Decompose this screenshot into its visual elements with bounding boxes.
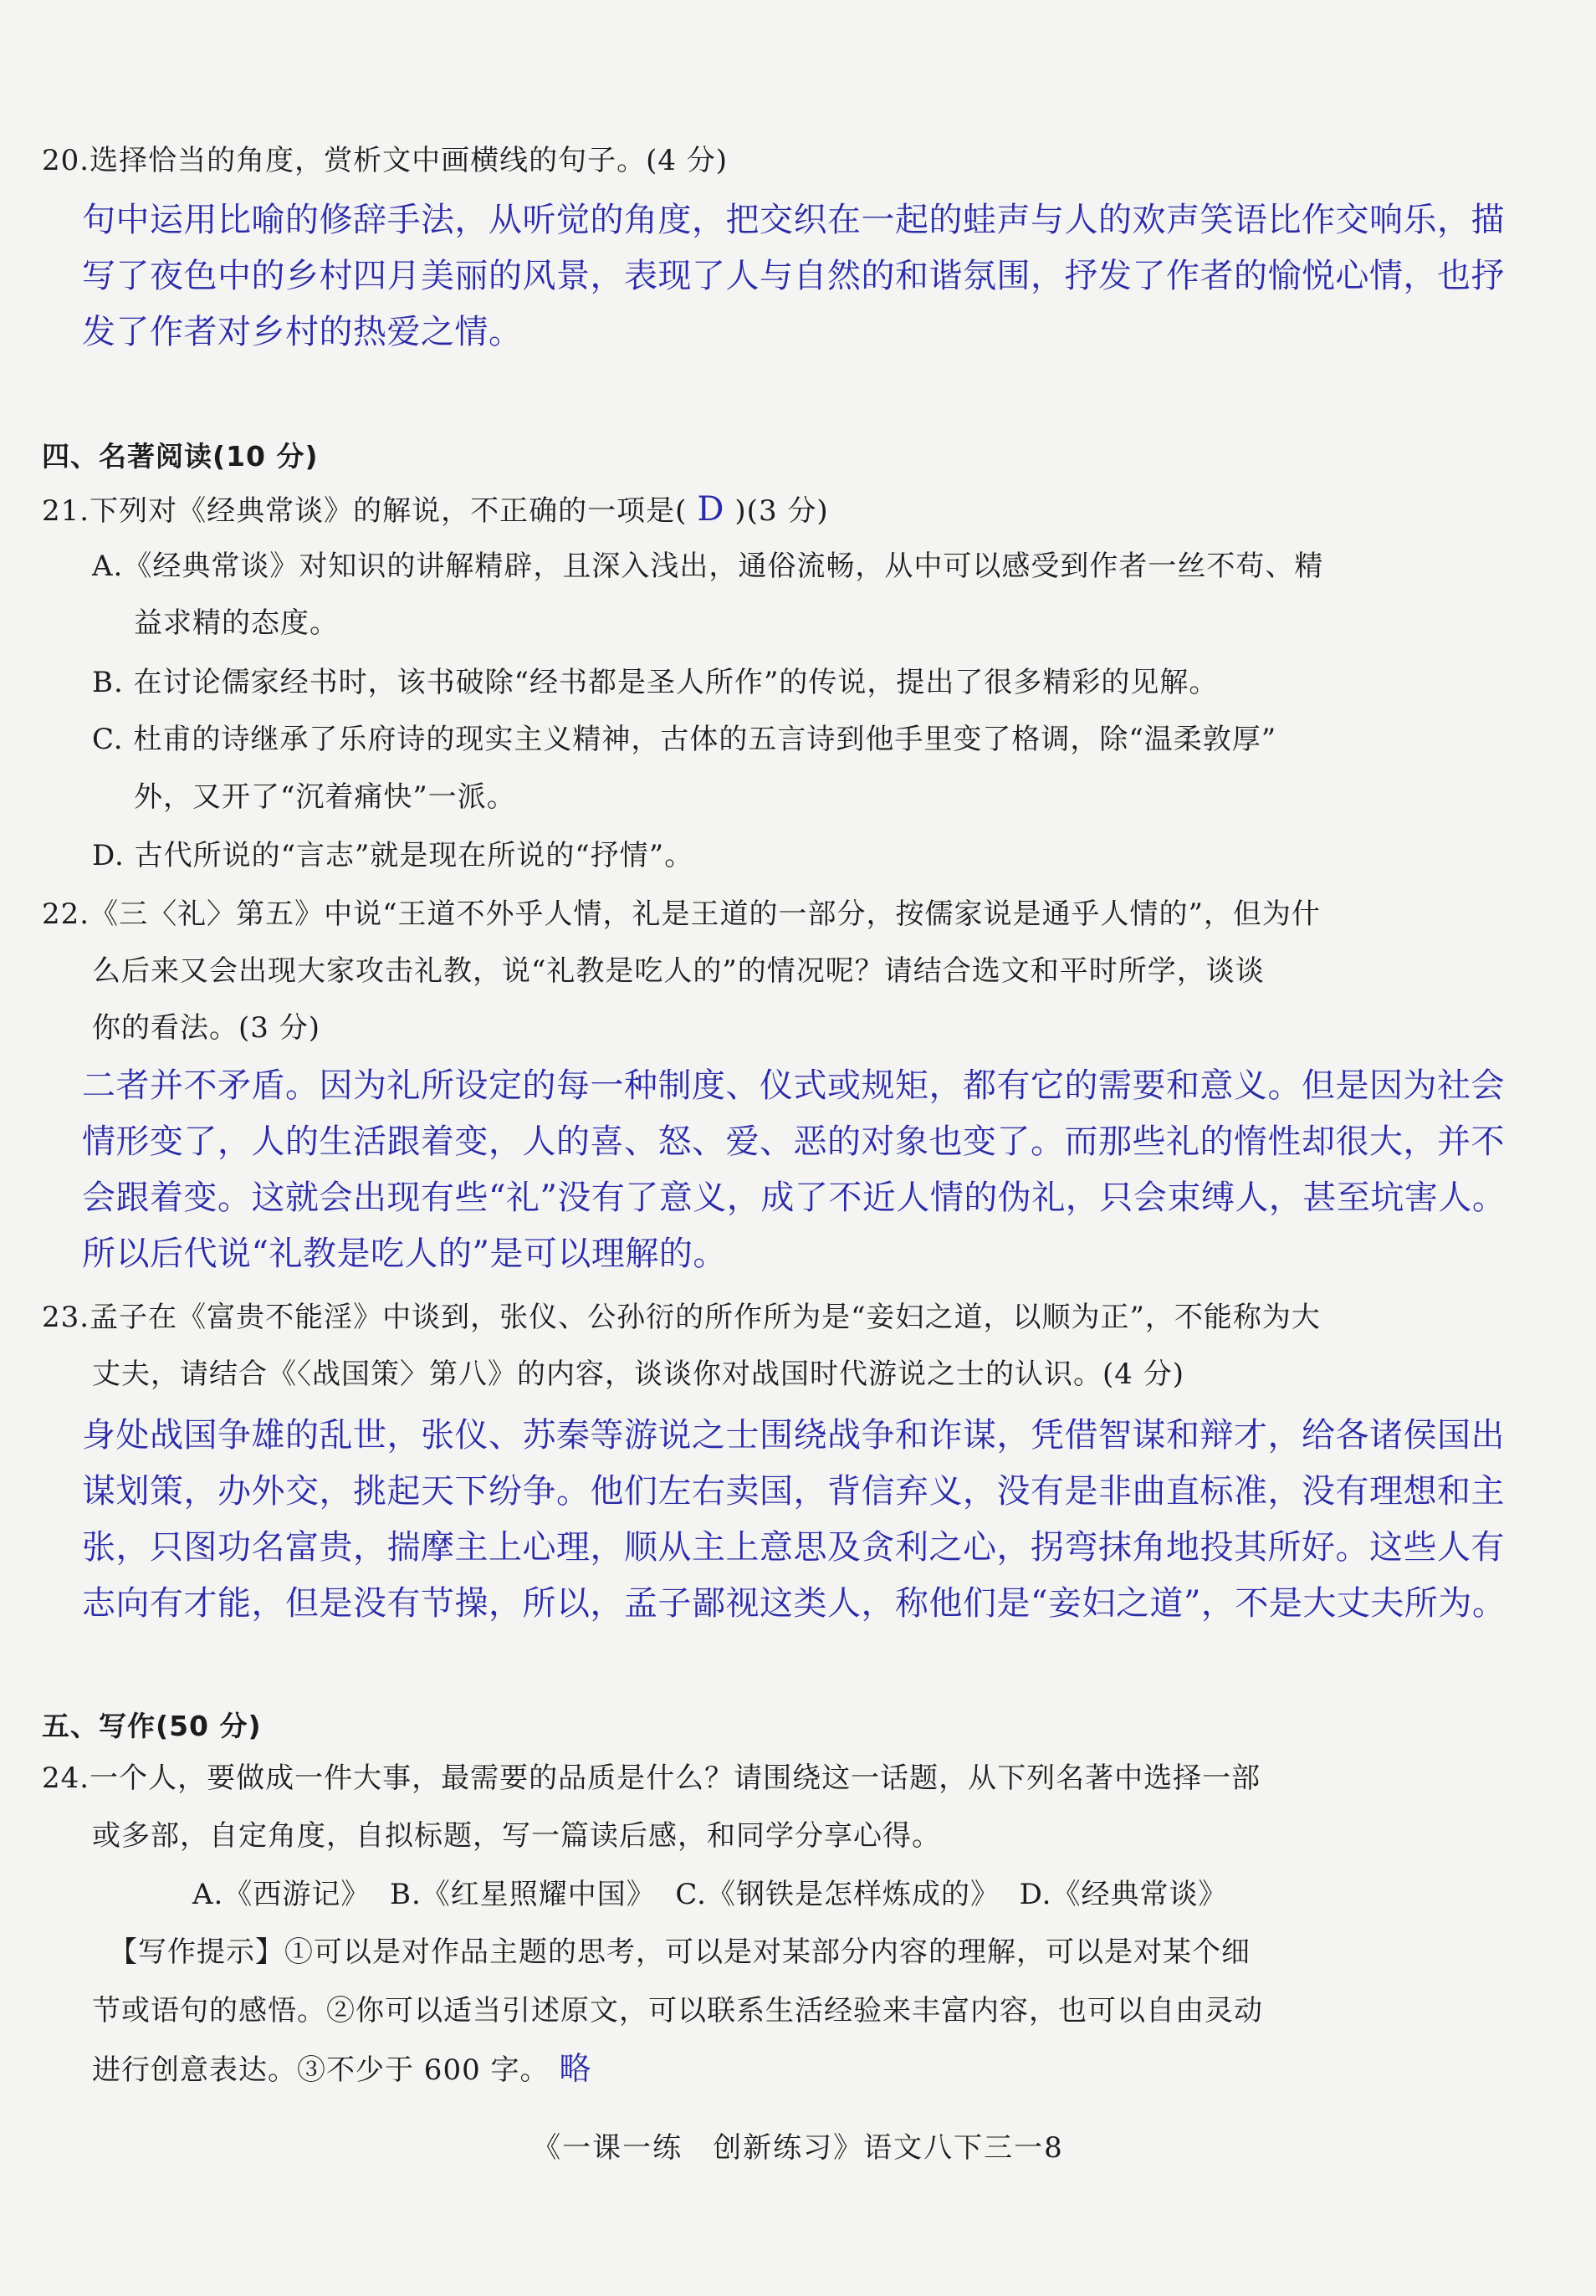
q21-option-c-cont: 外，又开了“沉着痛快”一派。 [134,780,516,814]
q23-prompt-line: 23.孟子在《富贵不能淫》中谈到，张仪、公孙衍的所作所为是“妾妇之道，以顺为正”，不能称为大 [42,1301,1321,1334]
q24-tips-line: 节或语句的感悟。②你可以适当引述原文，可以联系生活经验来丰富内容，也可以自由灵动 [92,1994,1263,2028]
q22-prompt-line: 22.《三〈礼〉第五》中说“王道不外乎人情，礼是王道的一部分，按儒家说是通乎人情的”，但为什 [42,897,1321,931]
answer-line: 志向有才能，但是没有节操，所以，孟子鄙视这类人，称他们是“妾妇之道”，不是大丈夫所为。 [82,1584,1506,1623]
answer-line: 会跟着变。这就会出现有些“礼”没有了意义，成了不近人情的伪礼，只会束缚人，甚至坑害人。 [82,1179,1506,1217]
q21-option-c: C. 杜甫的诗继承了乐府诗的现实主义精神，古体的五言诗到他手里变了格调，除“温柔敦厚” [92,723,1277,756]
answer-line: 写了夜色中的乡村四月美丽的风景，表现了人与自然的和谐氛围，抒发了作者的愉悦心情，也抒 [82,257,1505,295]
section-heading-4: 四、名著阅读(10 分) [42,440,319,473]
q24-tips-line: 【写作提示】①可以是对作品主题的思考，可以是对某部分内容的理解，可以是对某个细 [109,1935,1251,1969]
q24-book-list: A.《西游记》 B.《红星照耀中国》 C.《钢铁是怎样炼成的》 D.《经典常谈》 [192,1878,1228,1911]
q22-prompt-line: 么后来又会出现大家攻击礼教，说“礼教是吃人的”的情况呢？请结合选文和平时所学，谈谈 [92,954,1265,988]
q22-answer [82,1058,1578,1282]
q24-prompt-line: 或多部，自定角度，自拟标题，写一篇读后感，和同学分享心得。 [92,1819,941,1853]
q24-tips-last [92,2052,592,2087]
q21-prompt [42,490,829,529]
q21-option-d: D. 古代所说的“言志”就是现在所说的“抒情”。 [92,839,694,872]
answer-line: 句中运用比喻的修辞手法，从听觉的角度，把交织在一起的蛙声与人的欢声笑语比作交响乐，描 [82,201,1505,239]
answer-line: 情形变了，人的生活跟着变，人的喜、怒、爱、恶的对象也变了。而那些礼的惰性却很大，并不 [82,1122,1505,1161]
q21-prompt-before: 21.下列对《经典常谈》的解说，不正确的一项是( [42,494,688,528]
page-footer: 《一课一练 创新练习》语文八下三一8 [532,2131,1064,2165]
q21-option-b: B. 在讨论儒家经书时，该书破除“经书都是圣人所作”的传说，提出了很多精彩的见解。 [92,666,1219,699]
q21-option-a-cont: 益求精的态度。 [134,606,339,640]
q20-answer [82,192,1578,361]
answer-line: 身处战国争雄的乱世，张仪、苏秦等游说之士围绕战争和诈谋，凭借智谋和辩才，给各诸侯国出 [82,1416,1505,1455]
q22-prompt-line: 你的看法。(3 分) [92,1011,320,1045]
q23-prompt-line: 丈夫，请结合《〈战国策〉第八》的内容，谈谈你对战国时代游说之士的认识。(4 分) [92,1358,1184,1391]
answer-line: 发了作者对乡村的热爱之情。 [82,313,523,351]
answer-line: 二者并不矛盾。因为礼所设定的每一种制度、仪式或规矩，都有它的需要和意义。但是因为社会 [82,1066,1505,1105]
q21-prompt-after: )(3 分) [734,494,829,528]
q21-option-a: A.《经典常谈》对知识的讲解精辟，且深入浅出，通俗流畅，从中可以感受到作者一丝不苟、精 [92,550,1324,583]
q21-answer: D [697,490,725,529]
answer-line: 谋划策，办外交，挑起天下纷争。他们左右卖国，背信弃义，没有是非曲直标准，没有理想和主 [82,1472,1505,1511]
q24-tips-line: 进行创意表达。③不少于 600 字。 [92,2053,550,2087]
q24-prompt-line: 24.一个人，要做成一件大事，最需要的品质是什么？请围绕这一话题，从下列名著中选择一部 [42,1762,1261,1795]
q24-answer: 略 [559,2050,592,2087]
q23-answer [82,1408,1578,1632]
answer-line: 所以后代说“礼教是吃人的”是可以理解的。 [82,1235,727,1273]
answer-line: 张，只图功名富贵，揣摩主上心理，顺从主上意思及贪利之心，拐弯抹角地投其所好。这些人有 [82,1528,1505,1567]
q20-prompt: 20.选择恰当的角度，赏析文中画横线的句子。(4 分) [42,144,729,177]
section-heading-5: 五、写作(50 分) [42,1710,262,1742]
